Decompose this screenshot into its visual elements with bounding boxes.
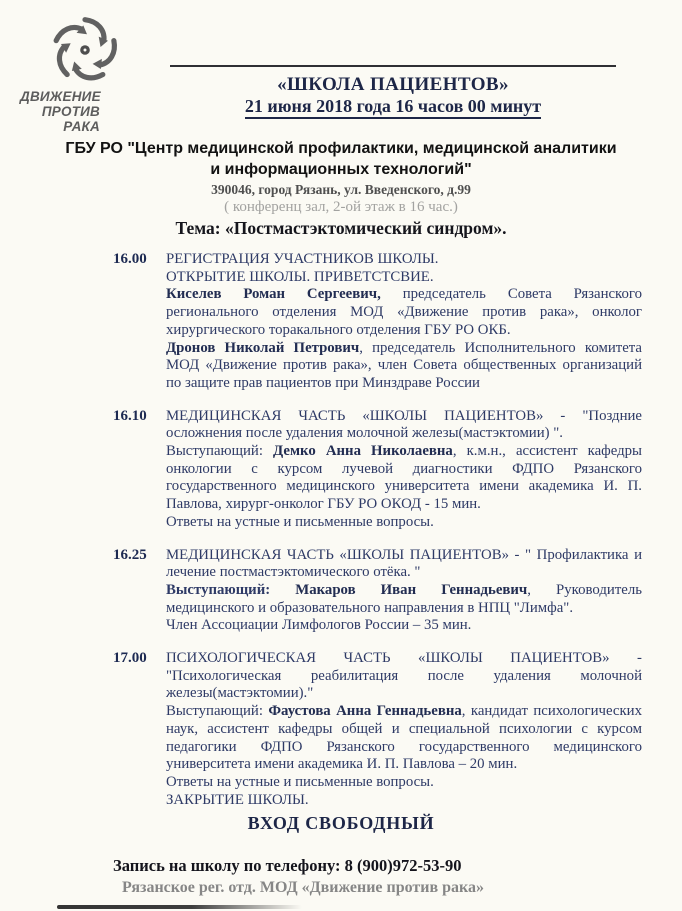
schedule-item-body <box>166 408 642 532</box>
scan-edge-artifact <box>57 905 302 909</box>
session-line: РЕГИСТРАЦИЯ УЧАСТНИКОВ ШКОЛЫ. <box>166 251 439 267</box>
header-divider <box>170 65 616 67</box>
page-title: «ШКОЛА ПАЦИЕНТОВ» <box>277 74 509 95</box>
speaker-role: , председатель Исполнительного комитета МОД «Движение против рака», член Совета общественных организаций по защите прав пациентов при Минздраве России <box>166 339 642 391</box>
speaker-label: Выступающий: <box>166 581 296 598</box>
event-datetime <box>170 96 616 117</box>
org-name-line2: и информационных технологий" <box>210 161 472 178</box>
time-label: 17.00 <box>113 650 147 667</box>
speaker-name: Дронов Николай Петрович <box>166 339 360 356</box>
speaker-paragraph <box>166 340 642 393</box>
session-title: МЕДИЦИНСКАЯ ЧАСТЬ «ШКОЛЫ ПАЦИЕНТОВ» - " Профилактика и лечение постмастэктомического отёка. " <box>166 546 642 581</box>
logo-word-3: РАКА <box>63 119 100 134</box>
session-title: ПСИХОЛОГИЧЕСКАЯ ЧАСТЬ «ШКОЛЫ ПАЦИЕНТОВ» - "Психологическая реабилитация после удаления молочной железы(мастэктомии)." <box>166 650 642 702</box>
schedule-item-body <box>166 251 642 393</box>
session-note: Ответы на устные и письменные вопросы. <box>166 513 434 530</box>
logo-word-2: ПРОТИВ <box>41 104 100 119</box>
speaker-paragraph <box>166 703 642 774</box>
document-footer <box>113 856 642 897</box>
schedule-item-1600 <box>113 251 642 393</box>
event-datetime-text: 21 июня 2018 года 16 часов 00 минут <box>245 96 541 119</box>
time-label: 16.10 <box>113 407 147 424</box>
cancer-movement-logo <box>20 13 130 134</box>
schedule-item-body <box>166 650 642 809</box>
schedule-item-1610 <box>113 408 642 532</box>
speaker-role: , Руководитель медицинского и образовательного направления в НПЦ "Лимфа". <box>166 581 642 616</box>
swirl-pinwheel-icon <box>48 13 122 87</box>
logo-wordmark <box>20 89 100 134</box>
time-label: 16.25 <box>113 546 147 563</box>
session-line: ОТКРЫТИЕ ШКОЛЫ. ПРИВЕТСТСВИЕ. <box>166 268 434 285</box>
venue-note: ( конференц зал, 2-ой этаж в 16 час.) <box>224 199 458 215</box>
speaker-role: , к.м.н., ассистент кафедры онкологии с курсом лучевой диагностики ФДПО Рязанского государственного медицинского университета имени академика И. П. Павлова, хирург-онколог ГБУ РО ОКОД - 15 мин. <box>166 443 642 513</box>
schedule <box>113 251 642 824</box>
session-note: ЗАКРЫТИЕ ШКОЛЫ. <box>166 791 309 808</box>
session-note: Ответы на устные и письменные вопросы. <box>166 773 434 790</box>
schedule-item-body <box>166 547 642 636</box>
logo-word-1: ДВИЖЕНИЕ <box>20 89 101 104</box>
speaker-name: Демко Анна Николаевна <box>273 443 453 460</box>
speaker-paragraph <box>166 286 642 339</box>
speaker-paragraph <box>166 443 642 514</box>
org-name-line1: ГБУ РО "Центр медицинской профилактики, медицинской аналитики <box>65 140 617 157</box>
speaker-name: Киселев Роман Сергеевич, <box>166 286 381 303</box>
time-label: 16.00 <box>113 251 147 267</box>
speaker-name: Макаров Иван Геннадьевич <box>295 581 528 598</box>
topic-line: Тема: «Постмастэктомический синдром». <box>175 218 507 238</box>
org-address: 390046, город Рязань, ул. Введенского, д.99 <box>211 182 471 197</box>
session-note: Член Ассоциации Лимфологов России – 35 мин. <box>166 617 472 634</box>
speaker-name: Фаустова Анна Геннадьевна <box>268 703 462 720</box>
speaker-role: председатель Совета Рязанского регионального отделения МОД «Движение против рака», онколог хирургического торакального отделения ГБУ РО ОКБ. <box>166 286 642 338</box>
speaker-role: , кандидат психологических наук, ассистент кафедры общей и специальной психологии с курсом педагогики ФДПО Рязанского государственного медицинского университета имени академика И. П. Павлова – 20 мин. <box>166 703 642 773</box>
schedule-item-1700 <box>113 650 642 809</box>
organization-block <box>0 138 682 239</box>
free-entry-banner: ВХОД СВОБОДНЫЙ <box>247 813 435 833</box>
session-title: МЕДИЦИНСКАЯ ЧАСТЬ «ШКОЛЫ ПАЦИЕНТОВ» - "Поздние осложнения после удаления молочной железы(мастэктомии) ". <box>166 407 642 442</box>
schedule-item-1625 <box>113 547 642 636</box>
speaker-paragraph <box>166 582 642 617</box>
regional-org-line: Рязанское рег. отд. МОД «Движение против рака» <box>122 879 485 896</box>
speaker-label: Выступающий: <box>166 443 274 460</box>
phone-signup-line: Запись на школу по телефону: 8 (900)972-53-90 <box>113 856 462 875</box>
speaker-label: Выступающий: <box>166 703 269 720</box>
